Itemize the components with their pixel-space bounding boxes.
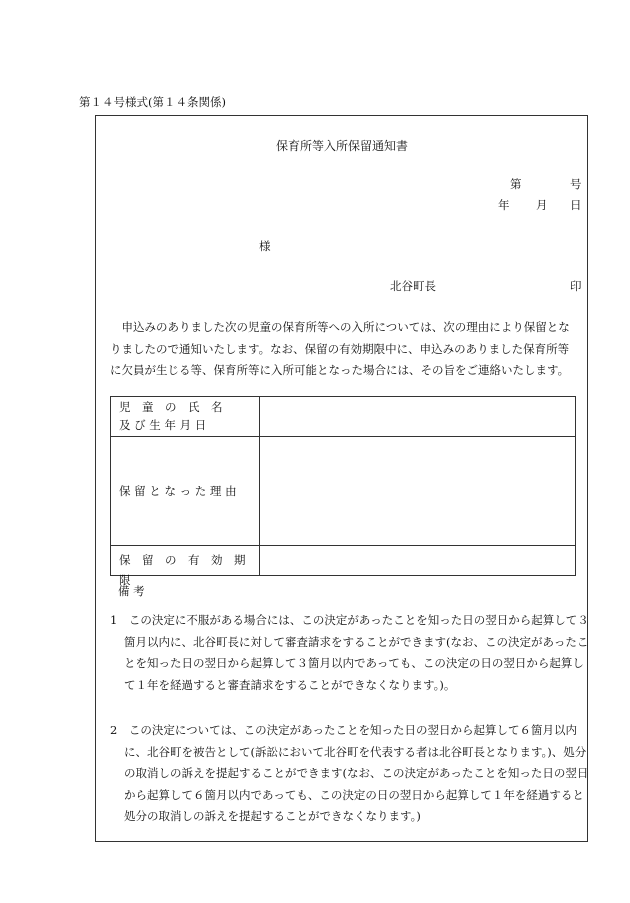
seal-mark: 印 [570, 279, 582, 293]
issuer-name: 北谷町長 [390, 279, 436, 293]
number-go: 号 [570, 177, 582, 191]
info-table [110, 396, 576, 587]
addressee-suffix: 様 [259, 239, 271, 253]
date-day: 日 [570, 198, 582, 212]
document-title: 保育所等入所保留通知書 [276, 139, 409, 153]
table-label-birthdate: 及 び 生 年 月 日 [119, 418, 207, 432]
form-number-label: 第１４号様式(第１４条関係) [79, 95, 226, 109]
table-label-reason: 保 留 と な っ た 理 由 [119, 484, 237, 498]
table-row-divider [111, 436, 575, 437]
note-item-1: 1 この決定に不服がある場合には、この決定があったことを知った日の翌日から起算して３箇月以内に、北谷町長に対して審査請求をすることができます(なお、この決定があったことを知った日の翌日から起算して３箇月以内であっても、この決定の日の翌日から起算して１年を経過すると審査請求をすることができなくなります。)。 [110, 613, 589, 692]
body-paragraph: 申込みのありました次の児童の保育所等への入所については、次の理由により保留となりましたので通知いたします。なお、保留の有効期限中に、申込みのありました保育所等に欠員が生じる等、保育所等に入所可能となった場合には、その旨をご連絡いたします。 [110, 320, 570, 377]
date-month: 月 [536, 198, 548, 212]
table-column-divider [259, 397, 260, 575]
table-label-child-name: 児 童 の 氏 名 [119, 400, 223, 414]
note-item-2: 2 この決定については、この決定があったことを知った日の翌日から起算して６箇月以内に、北谷町を被告として(訴訟において北谷町を代表する者は北谷町長となります。)、処分の取消しの訴えを提起することができます(なお、この決定があったことを知った日の翌日から起算して６箇月以内であっても、この決定の日の翌日から起算して１年を経過すると処分の取消しの訴えを提起することができなくなります。) [110, 723, 589, 823]
date-year: 年 [498, 198, 510, 212]
notes-heading: 備 考 [118, 584, 145, 598]
table-label-validity: 保 留 の 有 効 期 限 [119, 553, 257, 587]
number-dai: 第 [510, 177, 522, 191]
table-row-divider [111, 545, 575, 546]
